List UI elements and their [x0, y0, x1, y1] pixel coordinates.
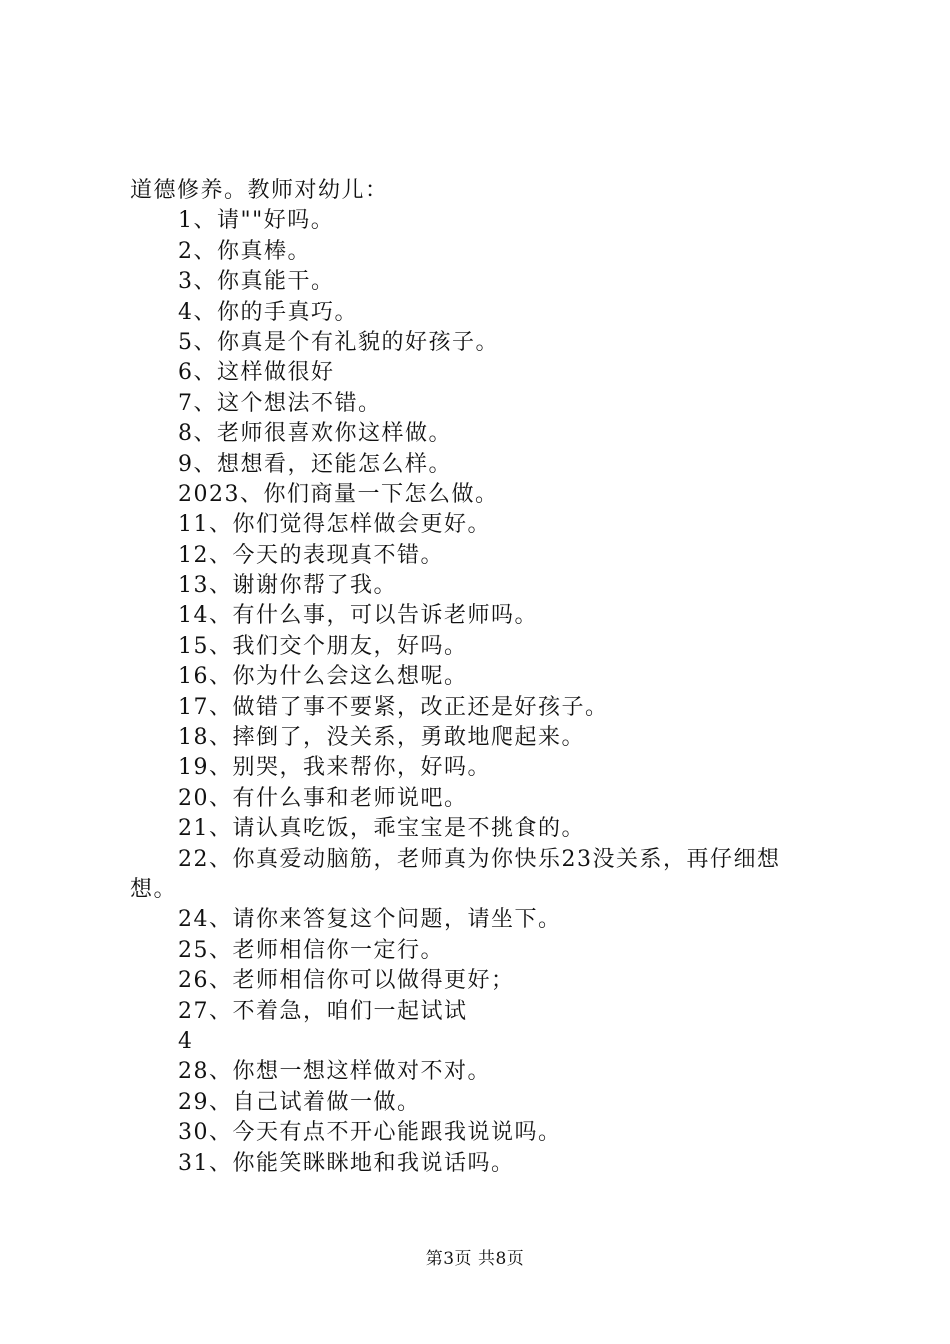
text-line: 29、自己试着做一做。	[178, 1089, 421, 1115]
text-line: 1、请""好吗。	[178, 208, 335, 234]
text-line: 7、这个想法不错。	[178, 390, 382, 416]
text-line: 4、你的手真巧。	[178, 299, 358, 325]
text-line: 2、你真棒。	[178, 238, 311, 264]
text-line: 12、今天的表现真不错。	[178, 542, 444, 568]
document-body	[130, 176, 836, 1179]
text-line: 16、你为什么会这么想呢。	[178, 664, 468, 690]
page-footer: 第3页 共8页	[425, 1249, 525, 1269]
text-line: 14、有什么事，可以告诉老师吗。	[178, 603, 538, 629]
text-line: 17、做错了事不要紧，改正还是好孩子。	[178, 694, 609, 720]
text-line: 30、今天有点不开心能跟我说说吗。	[178, 1120, 562, 1146]
text-line: 8、老师很喜欢你这样做。	[178, 421, 452, 447]
text-line: 27、不着急，咱们一起试试	[178, 998, 468, 1024]
text-line: 2023、你们商量一下怎么做。	[178, 481, 499, 507]
text-line: 4	[178, 1028, 194, 1054]
text-line: 道德修养。教师对幼儿：	[130, 178, 389, 203]
text-line: 24、请你来答复这个问题，请坐下。	[178, 907, 562, 933]
text-line: 11、你们觉得怎样做会更好。	[178, 512, 491, 538]
text-line: 18、摔倒了，没关系，勇敢地爬起来。	[178, 725, 585, 751]
text-line: 20、有什么事和老师说吧。	[178, 785, 468, 811]
text-line: 26、老师相信你可以做得更好；	[178, 968, 515, 994]
text-line: 25、老师相信你一定行。	[178, 937, 444, 963]
text-line: 5、你真是个有礼貌的好孩子。	[178, 329, 499, 355]
text-line: 6、这样做很好	[178, 360, 335, 386]
text-line: 19、别哭，我来帮你，好吗。	[178, 755, 491, 781]
text-line: 31、你能笑眯眯地和我说话吗。	[178, 1150, 515, 1176]
text-line: 9、想想看，还能怎么样。	[178, 451, 452, 477]
text-line: 15、我们交个朋友，好吗。	[178, 633, 468, 659]
text-line: 3、你真能干。	[178, 269, 335, 295]
text-line: 28、你想一想这样做对不对。	[178, 1059, 491, 1085]
text-line: 21、请认真吃饭，乖宝宝是不挑食的。	[178, 816, 585, 842]
text-line: 想。	[130, 876, 178, 902]
text-line: 13、谢谢你帮了我。	[178, 573, 397, 599]
text-line: 22、你真爱动脑筋，老师真为你快乐23没关系，再仔细想	[178, 846, 781, 872]
